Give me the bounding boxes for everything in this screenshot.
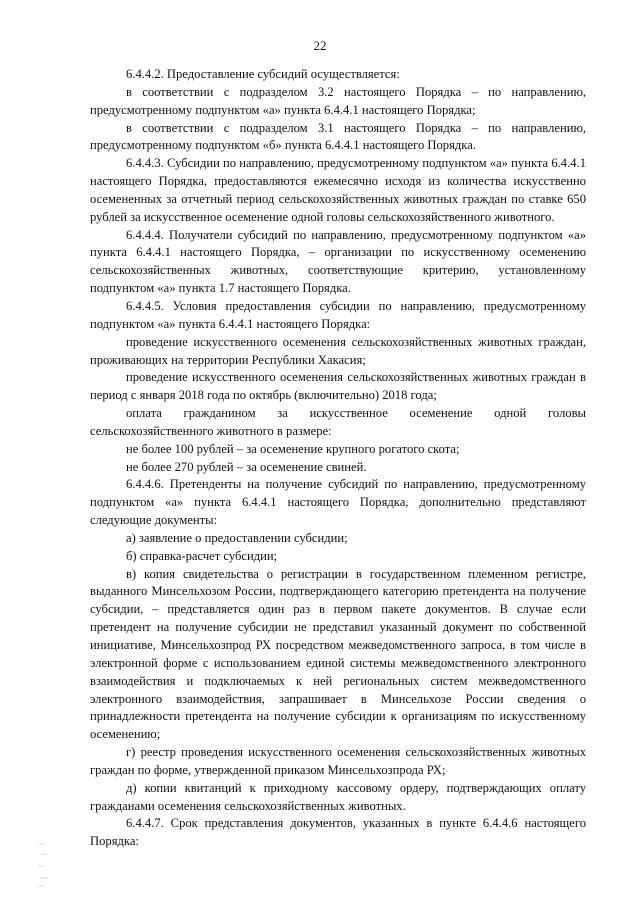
paragraph-item: в соответствии с подразделом 3.1 настоящего Порядка – по направлению, предусмотренному подпунктом «б» пункта 6.4.4.1 настоящего Порядка. [90,120,586,153]
paragraph-item: не более 100 рублей – за осеменение крупного рогатого скота; [126,441,460,456]
list-item-d: д) копии квитанций к приходному кассовому ордеру, подтверждающих оплату гражданами осеменения сельскохозяйственных животных. [90,780,586,813]
document-body [90,66,586,851]
paragraph-item: не более 270 рублей – за осеменение свиней. [126,459,367,474]
paragraph-6-4-4-6: 6.4.4.6. Претенденты на получение субсидий по направлению, предусмотренному подпунктом «а» пункта 6.4.4.1 настоящего Порядка, дополнительно представляют следующие документы: [90,477,586,528]
paragraph-item: проведение искусственного осеменения сельскохозяйственных животных граждан в период с января 2018 года по октябрь (включительно) 2018 года; [90,370,586,403]
scan-artifact [36,840,50,890]
list-item-a: а) заявление о предоставлении субсидии; [126,530,348,545]
paragraph-6-4-4-5: 6.4.4.5. Условия предоставления субсидии по направлению, предусмотренному подпунктом «а» пункта 6.4.4.1 настоящего Порядка: [90,298,586,331]
paragraph-6-4-4-4: 6.4.4.4. Получатели субсидий по направлению, предусмотренному подпунктом «а» пункта 6.4.4.1 настоящего Порядка, – организации по искусственному осеменению сельскохозяйственных животных, соответствующие критерию, установленному подпунктом «а» пункта 1.7 настоящего Порядка. [90,227,586,296]
paragraph-6-4-4-2: 6.4.4.2. Предоставление субсидий осуществляется: [126,67,400,81]
list-item-b: б) справка-расчет субсидии; [126,548,278,563]
list-item-v: в) копия свидетельства о регистрации в государственном племенном регистре, выданного Минсельхозом России, подтверждающего категорию претендента на получение субсидии, – представляется один раз в первом пакете документов. В случае если претендент на получение субсидии не представил указанный документ по собственной инициативе, Минсельхозпрод РХ посредством межведомственного запроса, в том числе в электронной форме с использованием единой системы межведомственного электронного взаимодействия и подключаемых к ней региональных систем межведомственного электронного взаимодействия, запрашивает в Минсельхозе России сведения о принадлежности претендента на получение субсидии к организациям по искусственному осеменению; [90,566,586,742]
page-number: 22 [313,38,327,53]
paragraph-6-4-4-3: 6.4.4.3. Субсидии по направлению, предусмотренному подпунктом «а» пункта 6.4.4.1 настоящего Порядка, предоставляются ежемесячно исходя из количества искусственно осемененных за отчетный период сельскохозяйственных животных граждан по ставке 650 рублей за искусственное осеменение одной головы сельскохозяйственного животного. [90,156,586,224]
paragraph-item: в соответствии с подразделом 3.2 настоящего Порядка – по направлению, предусмотренному подпунктом «а» пункта 6.4.4.1 настоящего Порядка; [90,84,586,117]
paragraph-item: проведение искусственного осеменения сельскохозяйственных животных граждан, проживающих на территории Республики Хакасия; [90,334,586,367]
paragraph-6-4-4-7: 6.4.4.7. Срок представления документов, указанных в пункте 6.4.4.6 настоящего Порядка: [90,816,586,849]
paragraph-item: оплата гражданином за искусственное осеменение одной головы сельскохозяйственного животного в размере: [90,406,586,438]
list-item-g: г) реестр проведения искусственного осеменения сельскохозяйственных животных граждан по форме, утвержденной приказом Минсельхозпрода РХ; [90,745,586,777]
